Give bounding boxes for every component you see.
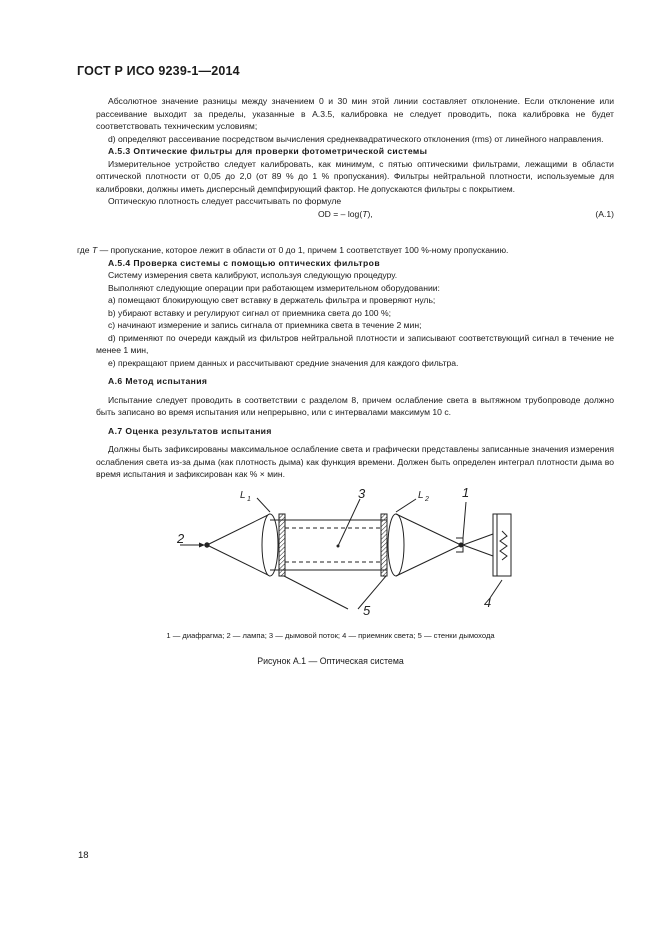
figure-label-l2: L [418, 490, 424, 501]
figure-label-5: 5 [363, 603, 371, 618]
formula [96, 208, 614, 221]
text-block-middle [77, 244, 614, 481]
figure-label-l1-sub: 1 [247, 496, 251, 503]
list-item: d) применяют по очереди каждый из фильтров нейтральной плотности и записывают соответствующий сигнал в течение не менее 1 мин, [96, 332, 614, 355]
paragraph: Абсолютное значение разницы между значением 0 и 30 мин этой линии составляет отклонение. Если отклонение или рассеивание выходит за пределы, указанные в А.3.5, калибровка не следует проводить, пока калибровка не будет соответствовать техническим условиям; [96, 96, 614, 131]
lens-l1 [262, 514, 278, 576]
formula-explanation: где T — пропускание, которое лежит в области от 0 до 1, причем 1 соответствует 100 %-ному пропусканию. [77, 245, 509, 255]
section-heading-a7: А.7 Оценка результатов испытания [108, 425, 272, 436]
figure-caption: Рисунок А.1 — Оптическая система [257, 656, 404, 666]
paragraph: Должны быть зафиксированы максимальное ослабление света и графически представлены записанные значения измерения ослабления света из-за дыма (как плотность дыма) как функция времени. Должен быть определен интеграл плотности дыма во время испытания и зафиксирован как % × мин. [96, 444, 614, 479]
beam-line [463, 534, 493, 545]
figure-label-l1: L [240, 490, 246, 501]
text-block-top [96, 95, 614, 221]
paragraph: Измерительное устройство следует калибровать, как минимум, с пятью оптическими фильтрами, лежащими в области оптической плотности от 0,05 до 2,0 (от 89 % до 1 % пропускания). Фильтры нейтральной плотности, используемые для калибровки, должны иметь дисперсный демпфирующий фактор. Не допускаются фильтры с покрытием. [96, 158, 614, 194]
section-heading-a6: А.6 Метод испытания [108, 376, 208, 386]
list-item: е) прекращают прием данных и рассчитывают средние значения для каждого фильтра. [108, 357, 459, 368]
figure-legend: 1 — диафрагма; 2 — лампа; 3 — дымовой поток; 4 — приемник света; 5 — стенки дымохода [166, 631, 495, 640]
figure-label-l2-sub: 2 [425, 496, 429, 503]
chimney-wall-right [381, 514, 387, 576]
figure-label-2: 2 [177, 531, 185, 546]
figure-label-3: 3 [358, 486, 366, 501]
focus-point [459, 543, 463, 547]
optical-system-figure [160, 476, 540, 626]
paragraph: Испытание следует проводить в соответствии с разделом 8, причем ослабление света в вытяжном трубопроводе должно быть записано во время испытания или непрерывно, или с интервалами максимум 10 с. [96, 394, 614, 417]
page-number: 18 [78, 850, 89, 861]
list-item: b) убирают вставку и регулируют сигнал от приемника света до 100 %; [108, 307, 391, 318]
list-item: а) помещают блокирующую свет вставку в держатель фильтра и проверяют нуль; [108, 295, 436, 305]
beam-line [207, 514, 270, 545]
paragraph: Оптическую плотность следует рассчитывать по формуле [108, 196, 342, 206]
beam-line [396, 545, 461, 576]
paragraph: d) определяют рассеивание посредством вычисления среднеквадратического отклонения (rms) от линейного направления. [108, 133, 604, 144]
lamp-point [205, 543, 209, 547]
light-receiver [493, 514, 511, 576]
lens-l2 [388, 514, 404, 576]
paragraph: Выполняют следующие операции при работающем измерительном оборудовании: [108, 282, 440, 293]
formula-expression: OD = – log(T), [318, 208, 373, 219]
document-header: ГОСТ Р ИСО 9239-1—2014 [77, 64, 240, 78]
list-item: с) начинают измерение и запись сигнала от приемника света в течение 2 мин; [108, 320, 422, 330]
section-heading-a53: А.5.3 Оптические фильтры для проверки фотометрической системы [108, 146, 428, 156]
section-heading-a54: А.5.4 Проверка системы с помощью оптических фильтров [108, 257, 381, 268]
beam-line [207, 545, 270, 576]
figure-label-4: 4 [484, 595, 492, 610]
paragraph: Систему измерения света калибруют, используя следующую процедуру. [108, 270, 398, 280]
formula-number: (А.1) [595, 208, 614, 219]
beam-line [396, 514, 461, 545]
figure-label-1: 1 [462, 485, 470, 500]
beam-line [463, 545, 493, 556]
chimney-wall-left [279, 514, 285, 576]
